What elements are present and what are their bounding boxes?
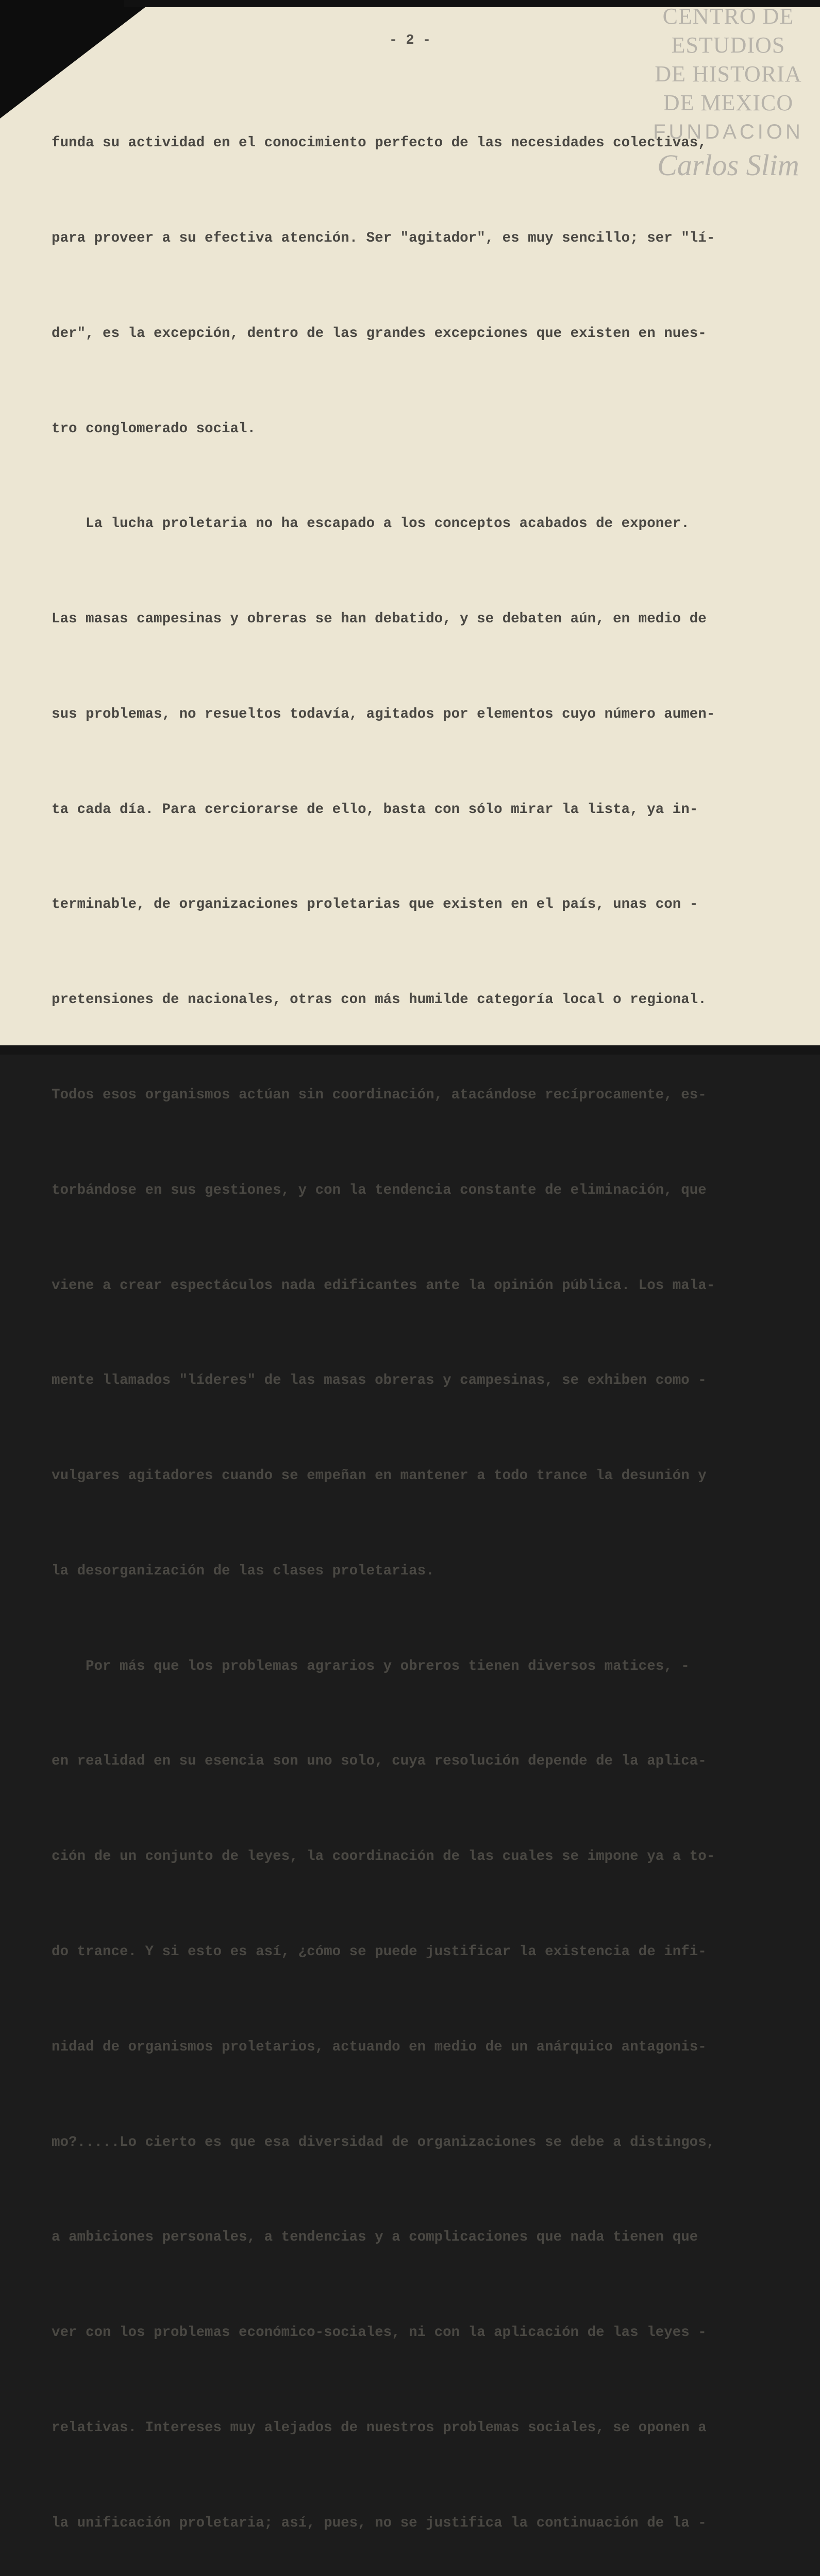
watermark-line-4: DE MEXICO: [663, 90, 794, 115]
text-line: mente llamados "líderes" de las masas obreras y campesinas, se exhiben como -: [52, 1372, 707, 1389]
text-line: vulgares agitadores cuando se empeñan en mantener a todo trance la desunión y: [52, 1468, 707, 1484]
watermark-line-2: ESTUDIOS: [671, 32, 785, 58]
text-line: Todos esos organismos actúan sin coordinación, atacándose recíprocamente, es-: [52, 1087, 707, 1103]
text-line: viene a crear espectáculos nada edificantes ante la opinión pública. Los mala-: [52, 1277, 715, 1294]
body-text: [52, 64, 804, 2576]
watermark-line-1: CENTRO DE: [662, 4, 794, 29]
text-line: Las masas campesinas y obreras se han debatido, y se debaten aún, en medio de: [52, 611, 707, 628]
watermark-line-3: DE HISTORIA: [655, 61, 802, 87]
watermark-signature: Carlos Slim: [657, 148, 799, 182]
text-line: a ambiciones personales, a tendencias y a complicaciones que nada tienen que: [52, 2229, 698, 2246]
text-line: sus problemas, no resueltos todavía, agitados por elementos cuyo número aumen-: [52, 706, 715, 722]
text-line: La lucha proletaria no ha escapado a los conceptos acabados de exponer.: [52, 516, 690, 532]
text-line: torbándose en sus gestiones, y con la tendencia constante de eliminación, que: [52, 1182, 707, 1198]
text-line: la unificación proletaria; así, pues, no se justifica la continuación de la -: [52, 2515, 707, 2531]
text-line: en realidad en su esencia son uno solo, cuya resolución depende de la aplica-: [52, 1753, 707, 1770]
text-line: funda su actividad en el conocimiento perfecto de las necesidades colectivas,: [52, 135, 707, 151]
text-line: relativas. Intereses muy alejados de nuestros problemas sociales, se oponen a: [52, 2419, 707, 2436]
text-line: Por más que los problemas agrarios y obreros tienen diversos matices, -: [52, 1658, 690, 1674]
text-line: terminable, de organizaciones proletarias que existen en el país, unas con -: [52, 896, 698, 913]
text-line: ción de un conjunto de leyes, la coordinación de las cuales se impone ya a to-: [52, 1849, 715, 1865]
text-line: do trance. Y si esto es así, ¿cómo se puede justificar la existencia de infi-: [52, 1944, 707, 1960]
text-line: der", es la excepción, dentro de las grandes excepciones que existen en nues-: [52, 325, 707, 342]
text-line: la desorganización de las clases proletarias.: [52, 1563, 434, 1579]
text-line: mo?.....Lo cierto es que esa diversidad de organizaciones se debe a distingos,: [52, 2134, 715, 2150]
text-line: para proveer a su efectiva atención. Ser "agitador", es muy sencillo; ser "lí-: [52, 230, 715, 246]
text-line: ver con los problemas económico-sociales, ni con la aplicación de las leyes -: [52, 2325, 707, 2341]
text-line: pretensiones de nacionales, otras con más humilde categoría local o regional.: [52, 992, 707, 1008]
watermark-line-5: FUNDACION: [653, 121, 804, 143]
text-line: nidad de organismos proletarios, actuando en medio de un anárquico antagonis-: [52, 2039, 707, 2055]
page-number: - 2 -: [389, 33, 431, 48]
text-line: tro conglomerado social.: [52, 420, 256, 437]
text-line: ta cada día. Para cerciorarse de ello, basta con sólo mirar la lista, ya in-: [52, 801, 698, 818]
